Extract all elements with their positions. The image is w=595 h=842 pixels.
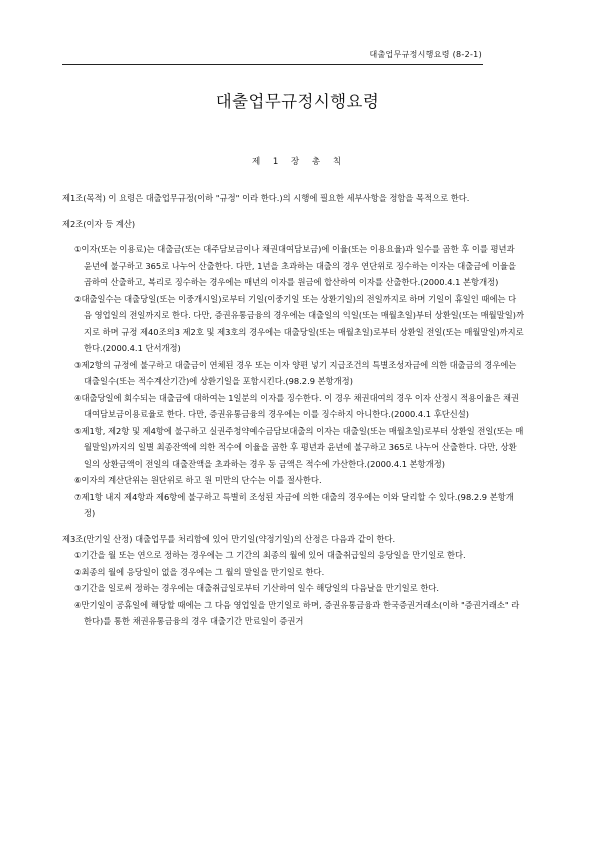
article-2-paragraph-4: ④대출당일에 회수되는 대출금에 대하여는 1일분의 이자를 징수한다. 이 경우 채권대여의 경우 이자 산정시 적용이율은 채권대여담보금이용료율로 한다. 다만, 증권유통금융의 경우에는 이를 징수하지 아니한다.(2000.4.1 후단신설) — [74, 392, 520, 419]
article-3-title: 제3조(만기일 산정) 대출업무를 처리함에 있어 만기일(약정기일)의 산정은 다음과 같이 한다. — [62, 533, 396, 544]
chapter-heading: 제 1 장 총 칙 — [251, 157, 344, 167]
article-2-paragraph-3: ③제2항의 규정에 불구하고 대출금이 연체된 경우 또는 이자 양편 넣기 지급조건의 특별조성자금에 의한 대출금의 경우에는 대출일수(또는 적수계산기간)에 상환기일을 포함시킨다.(98.2.9 본항개정) — [74, 359, 517, 386]
document-title: 대출업무규정시행요령 — [215, 92, 380, 111]
article-3-paragraph-1: ①기간을 월 또는 연으로 정하는 경우에는 그 기간의 최종의 월에 있어 대출취급일의 응당일을 만기일로 한다. — [74, 550, 466, 560]
header-document-reference: 대출업무규정시행요령 (8-2-1) — [369, 50, 482, 59]
article-3-paragraph-3: ③기간을 일로써 정하는 경우에는 대출취급일로부터 기산하여 일수 해당일의 다음날을 만기일로 한다. — [74, 583, 440, 593]
article-3-paragraph-2: ②최종의 월에 응당일이 없을 경우에는 그 월의 말일을 만기일로 한다. — [74, 566, 325, 577]
article-1: 제1조(목적) 이 요령은 대출업무규정(이하 "규정" 이라 한다.)의 시행에 필요한 세부사항을 정함을 목적으로 한다. — [62, 193, 470, 203]
header-rule — [62, 64, 483, 65]
article-2-paragraph-1: ①이자(또는 이용료)는 대출금(또는 대주담보금이나 채권대여담보금)에 이율(또는 이용요율)과 일수를 곱한 후 이를 평년과 윤년에 불구하고 365로 나누어 산출한다. 다만, 1년을 초과하는 대출의 경우 연단위로 징수하는 이자는 대출금에 이율을 곱하여 산출하고, 복리로 징수하는 경우에는 매년의 이자를 원금에 합산하여 이자를 산출한다.(2000.4.1 본항개정) — [74, 244, 516, 287]
article-3-paragraph-4: ④만기일이 공휴일에 해당할 때에는 그 다음 영업일을 만기일로 하며, 증권유통금융과 한국증권거래소(이하 "증권거래소" 라 한다)를 통한 채권유통금융의 경우 대출기간 만료일이 증권거 — [74, 599, 520, 626]
document-body — [62, 190, 524, 630]
article-2-paragraph-2: ②대출일수는 대출당일(또는 이중개시일)로부터 기일(이중기일 또는 상환기일)의 전일까지로 하며 기일이 휴일인 때에는 다음 영업일의 전일까지로 한다. 다만, 증권유통금융의 경우에는 대출일의 익일(또는 매월초일)부터 상환일(또는 매월말일)까지로 하며 규정 제40조의3 제2호 및 제3호의 경우에는 대출당일(또는 매월초일)로부터 상환일 전일(또는 매월말일)까지로 한다.(2000.4.1 단서개정) — [74, 293, 524, 353]
article-2-title: 제2조(이자 등 계산) — [62, 218, 136, 229]
article-2-paragraph-7: ⑦제1항 내지 제4항과 제6항에 불구하고 특별히 조성된 자금에 의한 대출의 경우에는 이와 달리할 수 있다.(98.2.9 본항개정) — [74, 491, 514, 518]
article-2-paragraph-6: ⑥이자의 계산단위는 원단위로 하고 원 미만의 단수는 이를 절사한다. — [74, 475, 322, 485]
article-2-paragraph-5: ⑤제1항, 제2항 및 제4항에 불구하고 실권주청약예수금담보대출의 이자는 대출일(또는 매월초일)로부터 상환일 전일(또는 매월말일)까지의 일별 최종잔액에 의한 적수에 이율을 곱한 후 평년과 윤년에 불구하고 365로 나누어 산출한다. 다만, 상환일의 상환금액이 전일의 대출잔액을 초과하는 경우 동 금액은 적수에 가산한다.(2000.4.1 본항개정) — [74, 425, 524, 469]
